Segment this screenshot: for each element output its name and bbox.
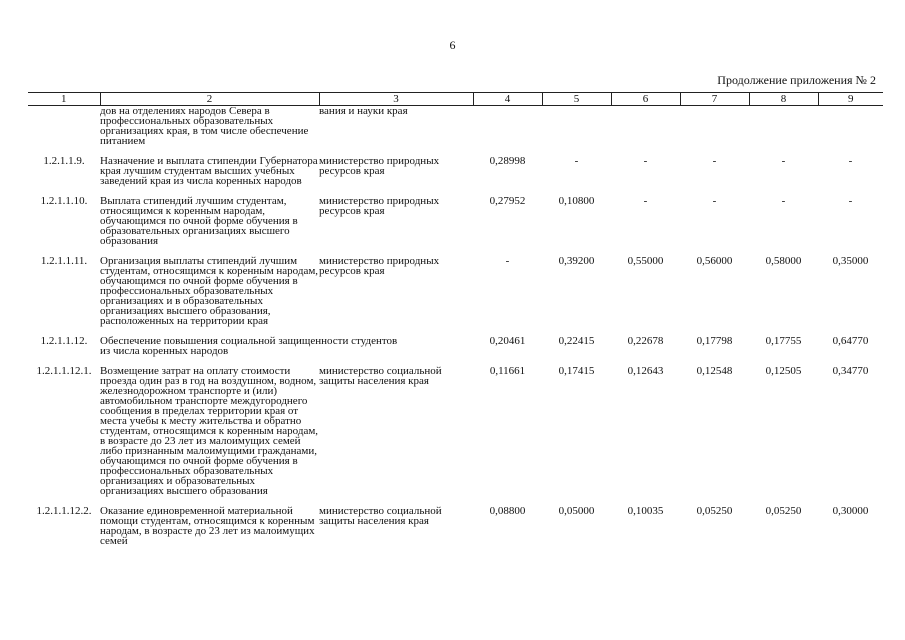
row-value-9: - — [848, 195, 853, 207]
row-description-line: из числа коренных народов — [100, 345, 229, 357]
row-description-line: Обеспечение повышения социальной защищенности студентов — [100, 335, 398, 347]
row-value-7: - — [712, 195, 717, 207]
table-row — [28, 106, 883, 157]
row-value-5: 0,39200 — [558, 255, 595, 267]
row-value-5: 0,10800 — [558, 195, 595, 207]
table-row — [28, 506, 883, 546]
column-header-1: 1 — [28, 93, 100, 106]
row-value-4 — [473, 106, 542, 157]
column-header-5: 5 — [542, 93, 611, 106]
row-value-8: 0,17755 — [765, 335, 802, 347]
row-description: Выплата стипендий лучшим студентам, относящимся к коренным народам, обучающимся по очной форме обучения в образовательных организациях высшего образования — [100, 195, 298, 247]
row-value-5: 0,17415 — [558, 365, 595, 377]
row-value-9: 0,35000 — [832, 255, 869, 267]
row-number: 1.2.1.1.9. — [43, 155, 85, 167]
row-value-6: - — [643, 195, 648, 207]
row-value-9: 0,64770 — [832, 335, 869, 347]
row-value-9: - — [848, 155, 853, 167]
row-value-8: 0,58000 — [765, 255, 802, 267]
row-description — [100, 336, 473, 366]
column-header-3: 3 — [319, 93, 473, 106]
row-value-5: - — [574, 155, 579, 167]
row-value-6: 0,12643 — [627, 365, 664, 377]
row-description: Оказание единовременной материальной помощи студентам, относящимся к коренным народам, в возрасте до 23 лет из малоимущих семей — [100, 505, 315, 547]
row-value-8: - — [781, 195, 786, 207]
row-value-7: 0,12548 — [696, 365, 733, 377]
row-value-6: 0,22678 — [627, 335, 664, 347]
row-number: 1.2.1.1.12.2. — [36, 505, 92, 517]
row-value-4: 0,11661 — [489, 365, 526, 377]
row-value-6 — [611, 106, 680, 157]
row-value-4: 0,28998 — [489, 155, 526, 167]
table-row — [28, 336, 883, 366]
row-value-9: 0,30000 — [832, 505, 869, 517]
continuation-label: Продолжение приложения № 2 — [717, 73, 876, 87]
row-number — [28, 106, 100, 157]
row-ministry: министерство социальной защиты населения края — [319, 505, 442, 527]
row-description: Организация выплаты стипендий лучшим студентам, относящимся к коренным народам, обучающимся по очной форме обучения в профессиональных образовательных организациях и в образовательных организациях высшего образования, расположенных на территории края — [100, 255, 319, 327]
page-number: 6 — [449, 38, 456, 52]
row-value-7: - — [712, 155, 717, 167]
column-header-2: 2 — [100, 93, 319, 106]
row-value-8 — [749, 106, 818, 157]
header-row — [28, 93, 883, 106]
row-value-9: 0,34770 — [832, 365, 869, 377]
row-number: 1.2.1.1.12.1. — [36, 365, 92, 377]
row-value-9 — [818, 106, 883, 157]
row-value-6: 0,55000 — [627, 255, 664, 267]
row-number: 1.2.1.1.11. — [40, 255, 88, 267]
row-ministry: министерство природных ресурсов края — [319, 195, 440, 217]
row-number: 1.2.1.1.12. — [40, 335, 88, 347]
column-header-4: 4 — [473, 93, 542, 106]
row-value-7: 0,56000 — [696, 255, 733, 267]
table-row — [28, 256, 883, 336]
row-value-7 — [680, 106, 749, 157]
row-value-4: 0,20461 — [489, 335, 526, 347]
row-value-4: 0,08800 — [489, 505, 526, 517]
row-description: дов на отделениях народов Севера в профессиональных образовательных организациях края, в том числе обеспечение питанием — [100, 105, 309, 147]
column-header-6: 6 — [611, 93, 680, 106]
row-value-4: - — [505, 255, 510, 267]
row-value-5 — [542, 106, 611, 157]
row-description: Возмещение затрат на оплату стоимости проезда один раз в год на воздушном, водном, железнодорожном транспорте и (или) автомобильном транспорте междугороднего сообщения в пределах территории края от места учебы к месту жительства и обратно студентам, относящимся к коренным народам, в возрасте до 23 лет из малоимущих семей либо признанным малоимущими гражданами, обучающимся по очной форме обучения в профессиональных образовательных организациях и образовательных организациях высшего образования — [100, 365, 319, 497]
row-ministry: министерство социальной защиты населения края — [319, 365, 442, 387]
row-value-7: 0,05250 — [696, 505, 733, 517]
row-value-4: 0,27952 — [489, 195, 526, 207]
row-value-8: 0,12505 — [765, 365, 802, 377]
row-ministry: вания и науки края — [319, 105, 408, 117]
table-row — [28, 366, 883, 506]
table-row — [28, 196, 883, 256]
row-description: Назначение и выплата стипендии Губернатора края лучшим студентам высших учебных заведений края из числа коренных народов — [100, 155, 318, 187]
row-value-5: 0,05000 — [558, 505, 595, 517]
row-value-8: - — [781, 155, 786, 167]
row-value-6: 0,10035 — [627, 505, 664, 517]
row-ministry: министерство природных ресурсов края — [319, 255, 440, 277]
column-header-9: 9 — [818, 93, 883, 106]
column-header-8: 8 — [749, 93, 818, 106]
row-value-8: 0,05250 — [765, 505, 802, 517]
program-table — [28, 92, 883, 546]
row-value-6: - — [643, 155, 648, 167]
row-value-7: 0,17798 — [696, 335, 733, 347]
table-row — [28, 156, 883, 196]
column-header-7: 7 — [680, 93, 749, 106]
row-value-5: 0,22415 — [558, 335, 595, 347]
row-number: 1.2.1.1.10. — [40, 195, 88, 207]
row-ministry: министерство природных ресурсов края — [319, 155, 440, 177]
